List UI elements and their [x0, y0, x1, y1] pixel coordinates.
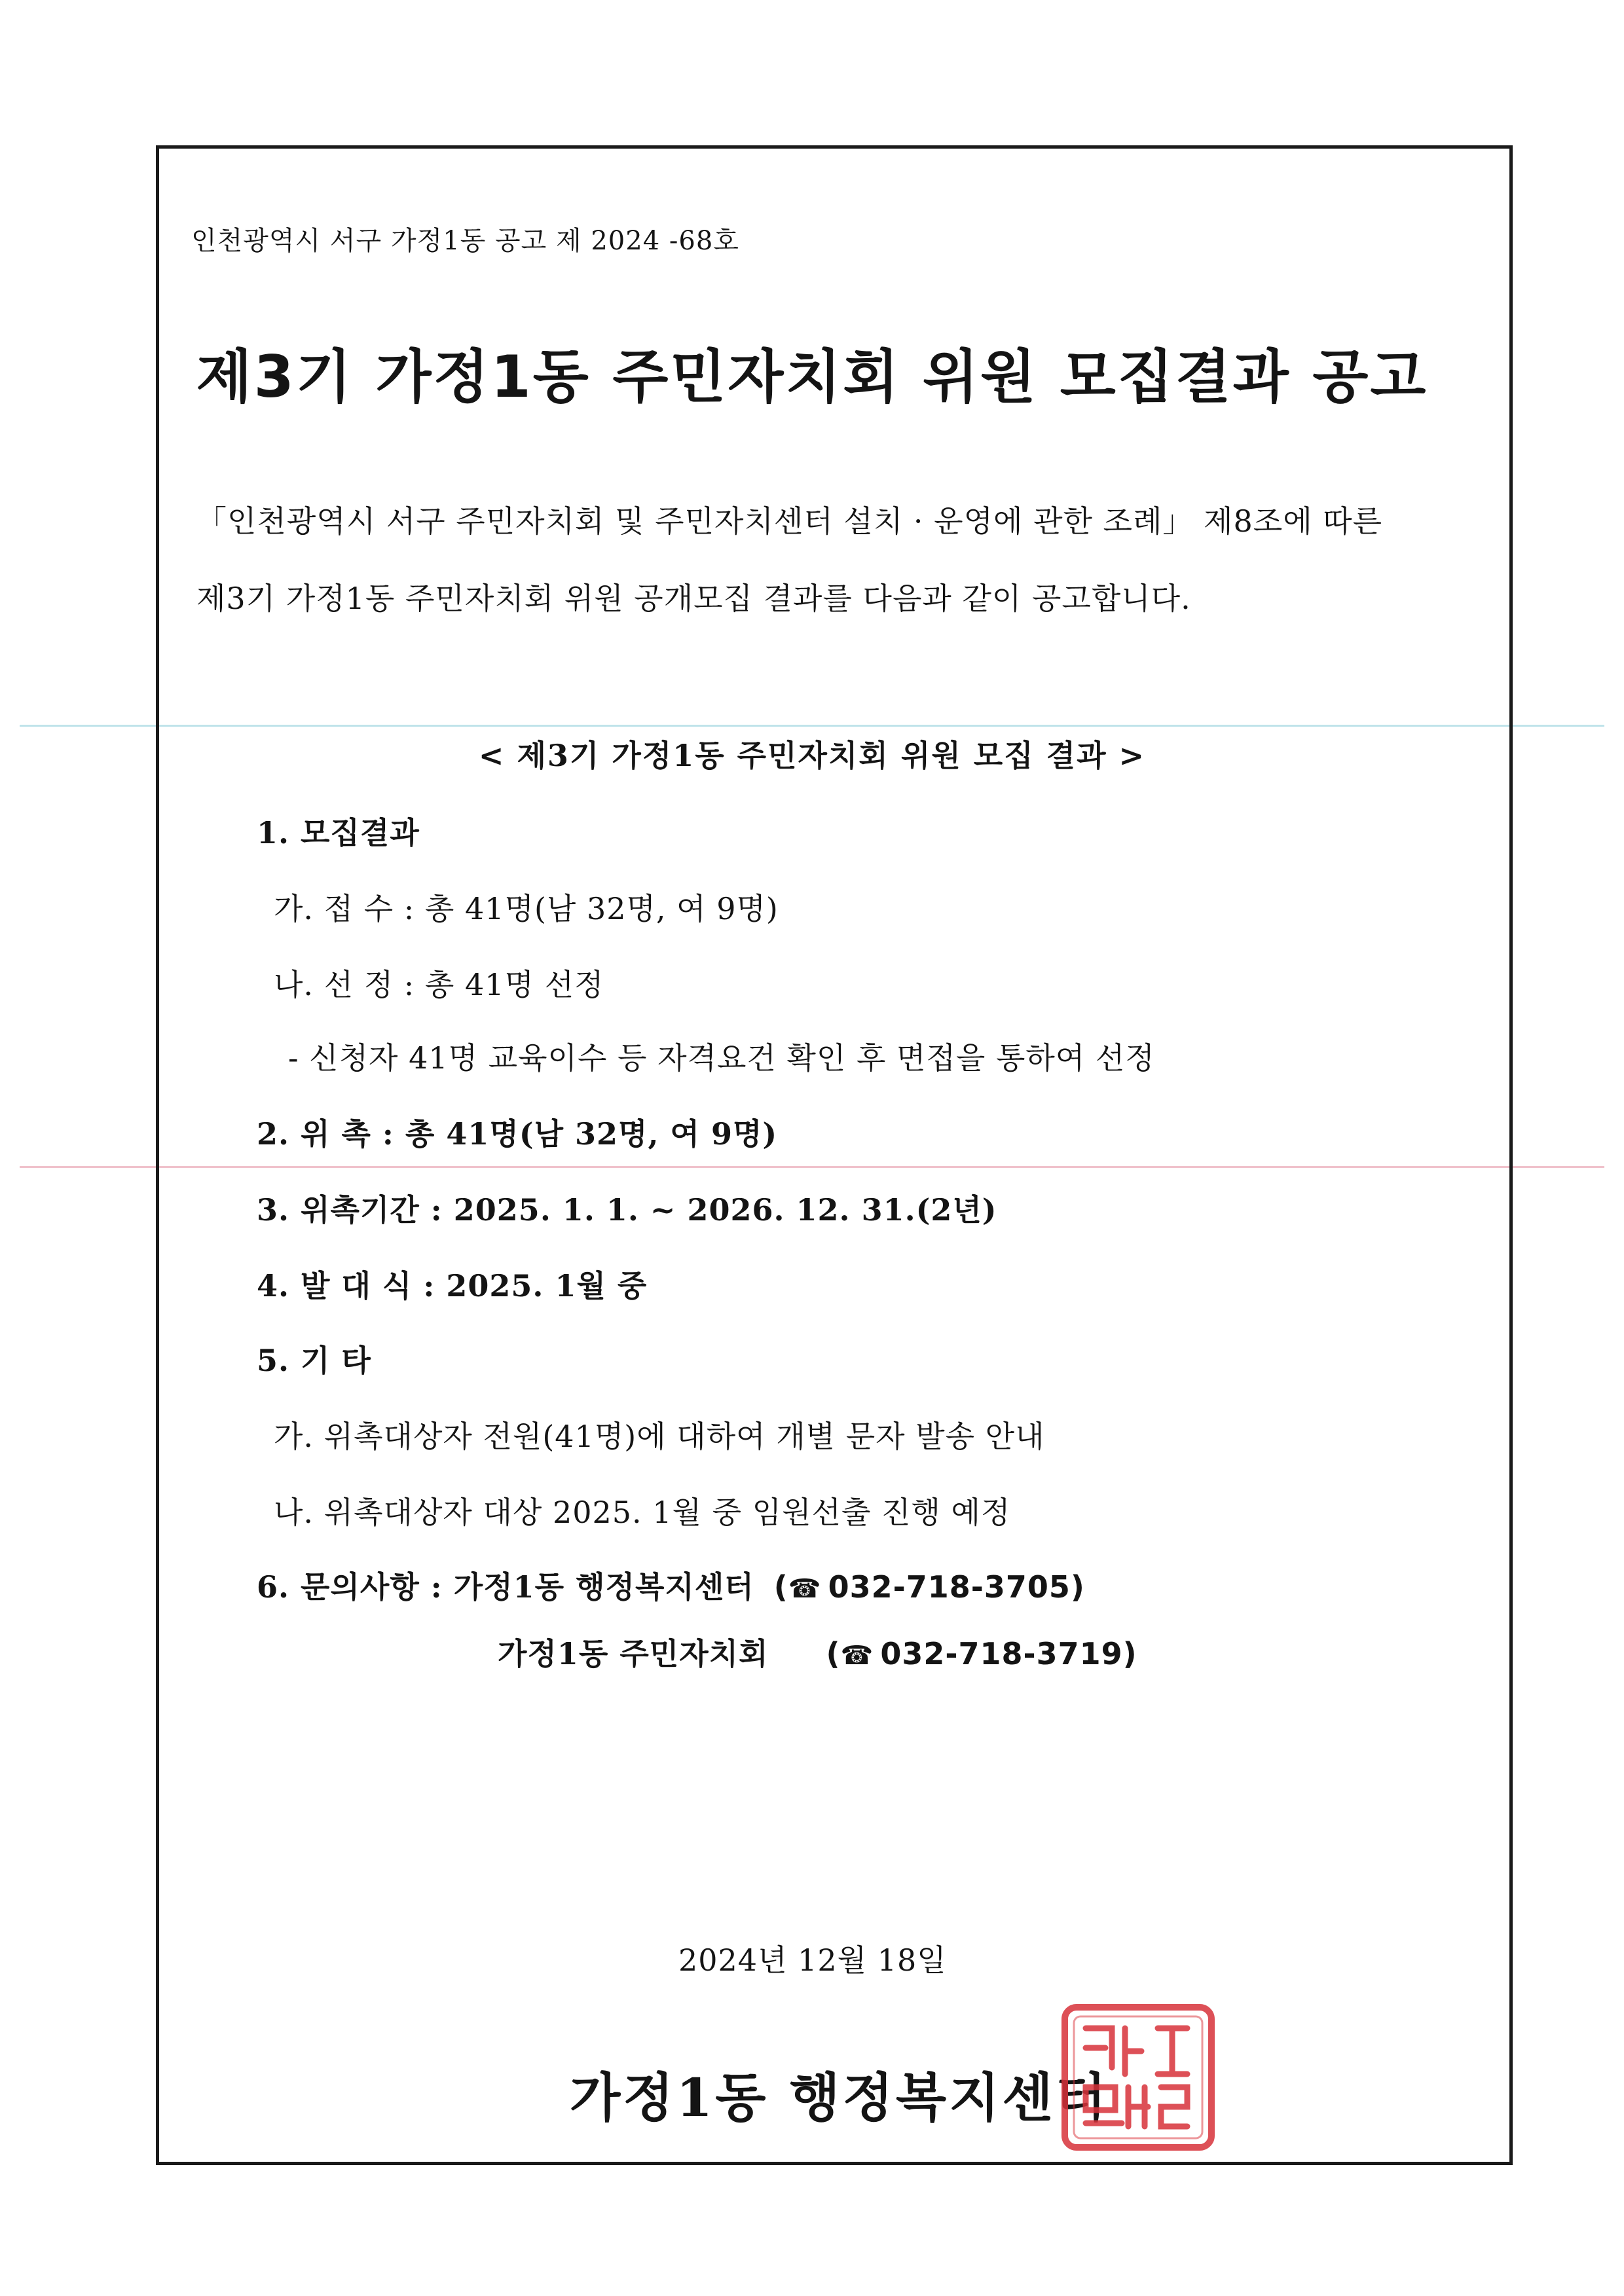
item-selection-note: - 신청자 41명 교육이수 등 자격요건 확인 후 면접을 통하여 선정: [288, 1040, 1155, 1076]
item-recruitment-result: 1. 모집결과: [257, 815, 420, 850]
item-term: 3. 위촉기간 : 2025. 1. 1. ~ 2026. 12. 31.(2년): [257, 1192, 997, 1228]
item-inquiry-2: [498, 1630, 1137, 1673]
inquiry-phone-1: (☎ 032-718-3705): [773, 1569, 1085, 1605]
issue-date: 2024년 12월 18일: [678, 1942, 947, 1978]
item-inquiry: [257, 1563, 1085, 1607]
item-selected: 나. 선 정 : 총 41명 선정: [274, 967, 604, 1002]
item-other: 5. 기 타: [257, 1343, 371, 1378]
issuing-organization: 가정1동 행정복지센터: [570, 2067, 1109, 2128]
notice-number: 인천광역시 서구 가정1동 공고 제 2024 -68호: [191, 226, 739, 256]
item-other-a: 가. 위촉대상자 전원(41명)에 대하여 개별 문자 발송 안내: [274, 1419, 1045, 1454]
section-subtitle: < 제3기 가정1동 주민자치회 위원 모집 결과 >: [478, 738, 1146, 773]
inquiry-label: 6. 문의사항 : 가정1동 행정복지센터: [257, 1569, 754, 1605]
intro-line-2: 제3기 가정1동 주민자치회 위원 공개모집 결과를 다음과 같이 공고합니다.: [196, 581, 1191, 616]
document-title: 제3기 가정1동 주민자치회 위원 모집결과 공고: [196, 343, 1428, 410]
item-launch-ceremony: 4. 발 대 식 : 2025. 1월 중: [257, 1268, 648, 1303]
inquiry-label-2: 가정1동 주민자치회: [498, 1636, 769, 1671]
item-appointment: 2. 위 촉 : 총 41명(남 32명, 여 9명): [257, 1116, 778, 1152]
official-seal-icon: [1060, 2002, 1217, 2153]
telephone-icon: ☎: [788, 1574, 822, 1604]
inquiry-phone-2: (☎ 032-718-3719): [826, 1636, 1137, 1671]
item-received: 가. 접 수 : 총 41명(남 32명, 여 9명): [274, 891, 779, 926]
item-other-b: 나. 위촉대상자 대상 2025. 1월 중 임원선출 진행 예정: [274, 1495, 1011, 1530]
document-border: [156, 145, 1513, 2165]
telephone-icon: ☎: [840, 1641, 874, 1671]
intro-line-1: 「인천광역시 서구 주민자치회 및 주민자치센터 설치 · 운영에 관한 조례」 제8조에 따른: [196, 503, 1383, 539]
